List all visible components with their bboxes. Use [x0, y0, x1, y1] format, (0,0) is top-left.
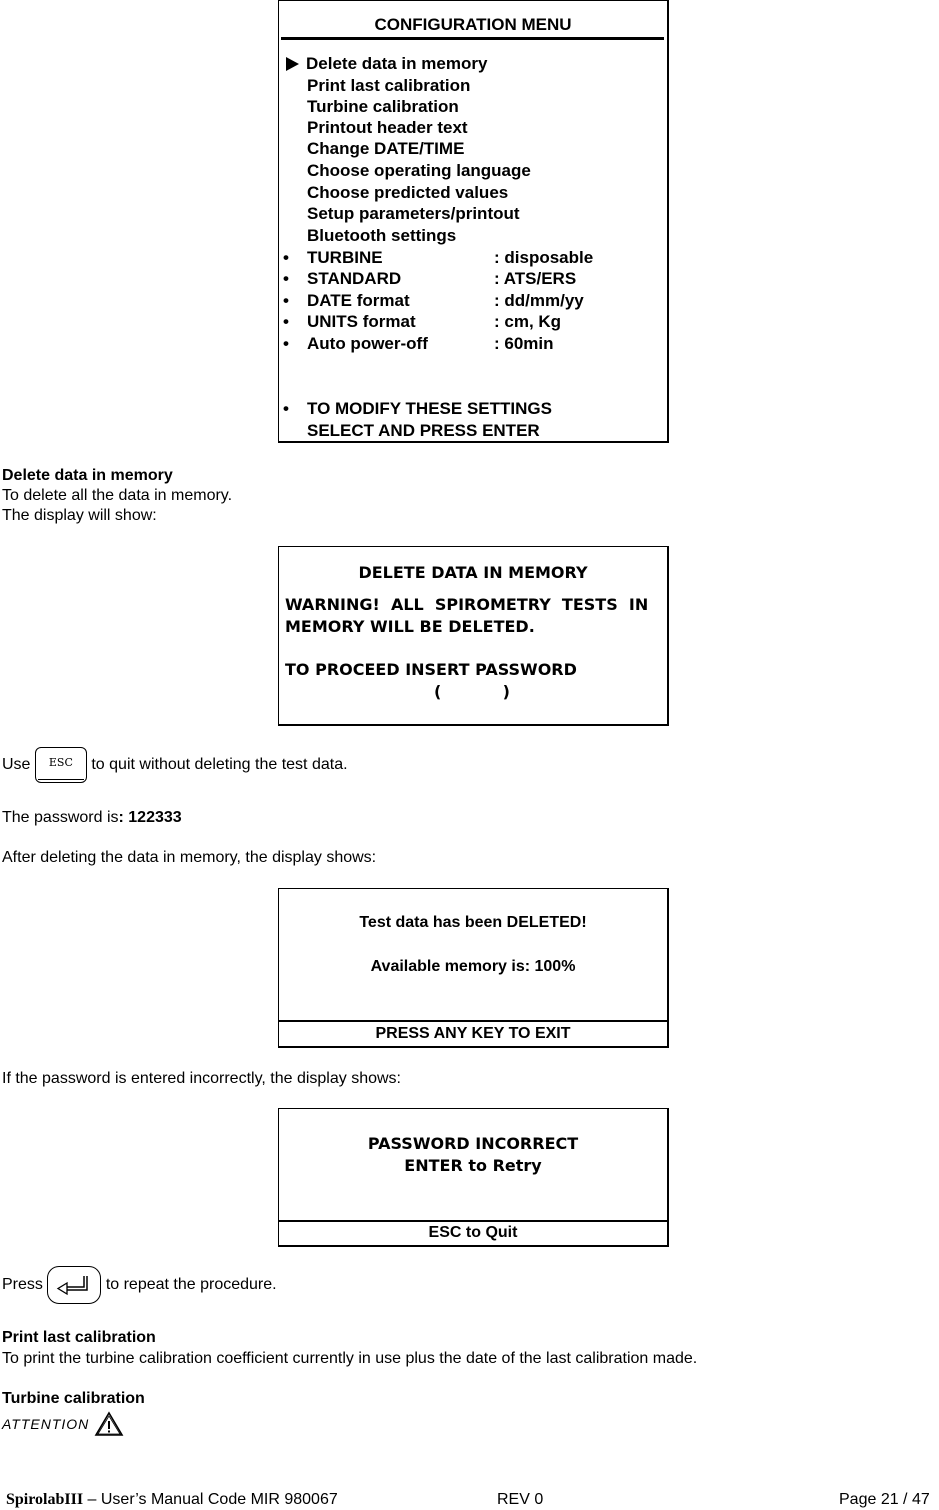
setting-turbine-value: : disposable	[494, 248, 594, 267]
setting-auto-power-off-label[interactable]: Auto power-off	[307, 334, 428, 353]
footer-revision: REV 0	[497, 1491, 544, 1508]
delete-display-proceed: TO PROCEED INSERT PASSWORD	[285, 660, 577, 679]
available-memory-message: Available memory is: 100%	[370, 958, 576, 975]
footer-product: SpirolabIII	[6, 1491, 84, 1508]
menu-item-bluetooth[interactable]: Bluetooth settings	[307, 226, 457, 245]
footer-manual-code: – User’s Manual Code MIR 980067	[83, 1491, 338, 1508]
modify-instruction-line1: TO MODIFY THESE SETTINGS	[307, 399, 552, 418]
menu-title-rule	[281, 37, 664, 40]
enter-instruction	[2, 1265, 277, 1305]
selection-arrow-icon	[285, 56, 301, 72]
esc-quit-footer: ESC to Quit	[428, 1224, 518, 1241]
deleted-confirmation-display	[278, 888, 669, 1048]
password-input-field[interactable]: ( )	[434, 682, 510, 701]
menu-item-turbine-calibration[interactable]: Turbine calibration	[307, 97, 459, 116]
warning-triangle-icon	[94, 1411, 124, 1437]
menu-item-printout-header[interactable]: Printout header text	[307, 118, 468, 137]
attention-line	[2, 1411, 124, 1437]
enter-retry-message: ENTER to Retry	[404, 1156, 542, 1175]
attention-label: ATTENTION	[2, 1416, 90, 1432]
delete-data-display	[278, 546, 669, 726]
setting-units-format-label[interactable]: UNITS format	[307, 312, 416, 331]
setting-auto-power-off-value: : 60min	[494, 334, 554, 353]
enter-instruction-after: to repeat the procedure.	[105, 1276, 277, 1293]
bullet-icon: •	[283, 312, 289, 331]
esc-instruction	[2, 746, 348, 784]
bullet-icon: •	[283, 334, 289, 353]
setting-standard-label[interactable]: STANDARD	[307, 269, 402, 288]
bullet-icon: •	[283, 291, 289, 310]
press-any-key-footer: PRESS ANY KEY TO EXIT	[375, 1025, 571, 1042]
enter-key-icon[interactable]	[47, 1266, 101, 1304]
delete-display-warning-line2: MEMORY WILL BE DELETED.	[285, 617, 535, 636]
print-calibration-text: To print the turbine calibration coefficient currently in use plus the date of the last calibration made.	[2, 1350, 698, 1367]
password-value: : 122333	[118, 809, 182, 826]
modify-instruction-line2: SELECT AND PRESS ENTER	[307, 421, 540, 440]
setting-standard-value: : ATS/ERS	[494, 269, 577, 288]
esc-key-icon[interactable]: ESC	[35, 747, 87, 783]
bullet-icon: •	[283, 269, 289, 288]
menu-item-print-calibration[interactable]: Print last calibration	[307, 76, 471, 95]
display-divider	[279, 1020, 667, 1022]
footer-page-number: Page 21 / 47	[839, 1491, 930, 1508]
incorrect-password-text: If the password is entered incorrectly, the display shows:	[2, 1070, 401, 1087]
bullet-icon: •	[283, 248, 289, 267]
bullet-icon: •	[283, 399, 289, 418]
esc-instruction-before: Use	[2, 756, 31, 773]
menu-item-change-datetime[interactable]: Change DATE/TIME	[307, 139, 465, 158]
configuration-menu-display	[278, 0, 669, 443]
menu-item-setup-parameters[interactable]: Setup parameters/printout	[307, 204, 520, 223]
password-paragraph	[2, 808, 182, 828]
menu-title: CONFIGURATION MENU	[374, 15, 572, 34]
delete-display-warning-line1: WARNING! ALL SPIROMETRY TESTS IN	[285, 595, 649, 614]
esc-instruction-after: to quit without deleting the test data.	[91, 756, 348, 773]
menu-item-predicted-values[interactable]: Choose predicted values	[307, 183, 509, 202]
setting-units-format-value: : cm, Kg	[494, 312, 562, 331]
delete-display-title: DELETE DATA IN MEMORY	[358, 563, 588, 582]
footer-manual	[6, 1491, 338, 1509]
menu-item-delete-data[interactable]: Delete data in memory	[306, 54, 488, 73]
enter-instruction-before: Press	[2, 1276, 43, 1293]
menu-item-language[interactable]: Choose operating language	[307, 161, 531, 180]
password-incorrect-display	[278, 1108, 669, 1247]
setting-date-format-label[interactable]: DATE format	[307, 291, 410, 310]
print-calibration-heading: Print last calibration	[2, 1329, 156, 1346]
password-label: The password is	[2, 809, 119, 826]
delete-section-text: To delete all the data in memory.	[2, 487, 233, 504]
password-incorrect-message: PASSWORD INCORRECT	[367, 1134, 579, 1153]
after-delete-text: After deleting the data in memory, the display shows:	[2, 849, 377, 866]
turbine-calibration-heading: Turbine calibration	[2, 1390, 145, 1407]
deleted-message: Test data has been DELETED!	[359, 914, 587, 931]
delete-section-heading: Delete data in memory	[2, 467, 173, 484]
delete-section-display-note: The display will show:	[2, 507, 157, 524]
setting-date-format-value: : dd/mm/yy	[494, 291, 584, 310]
setting-turbine-label[interactable]: TURBINE	[307, 248, 383, 267]
